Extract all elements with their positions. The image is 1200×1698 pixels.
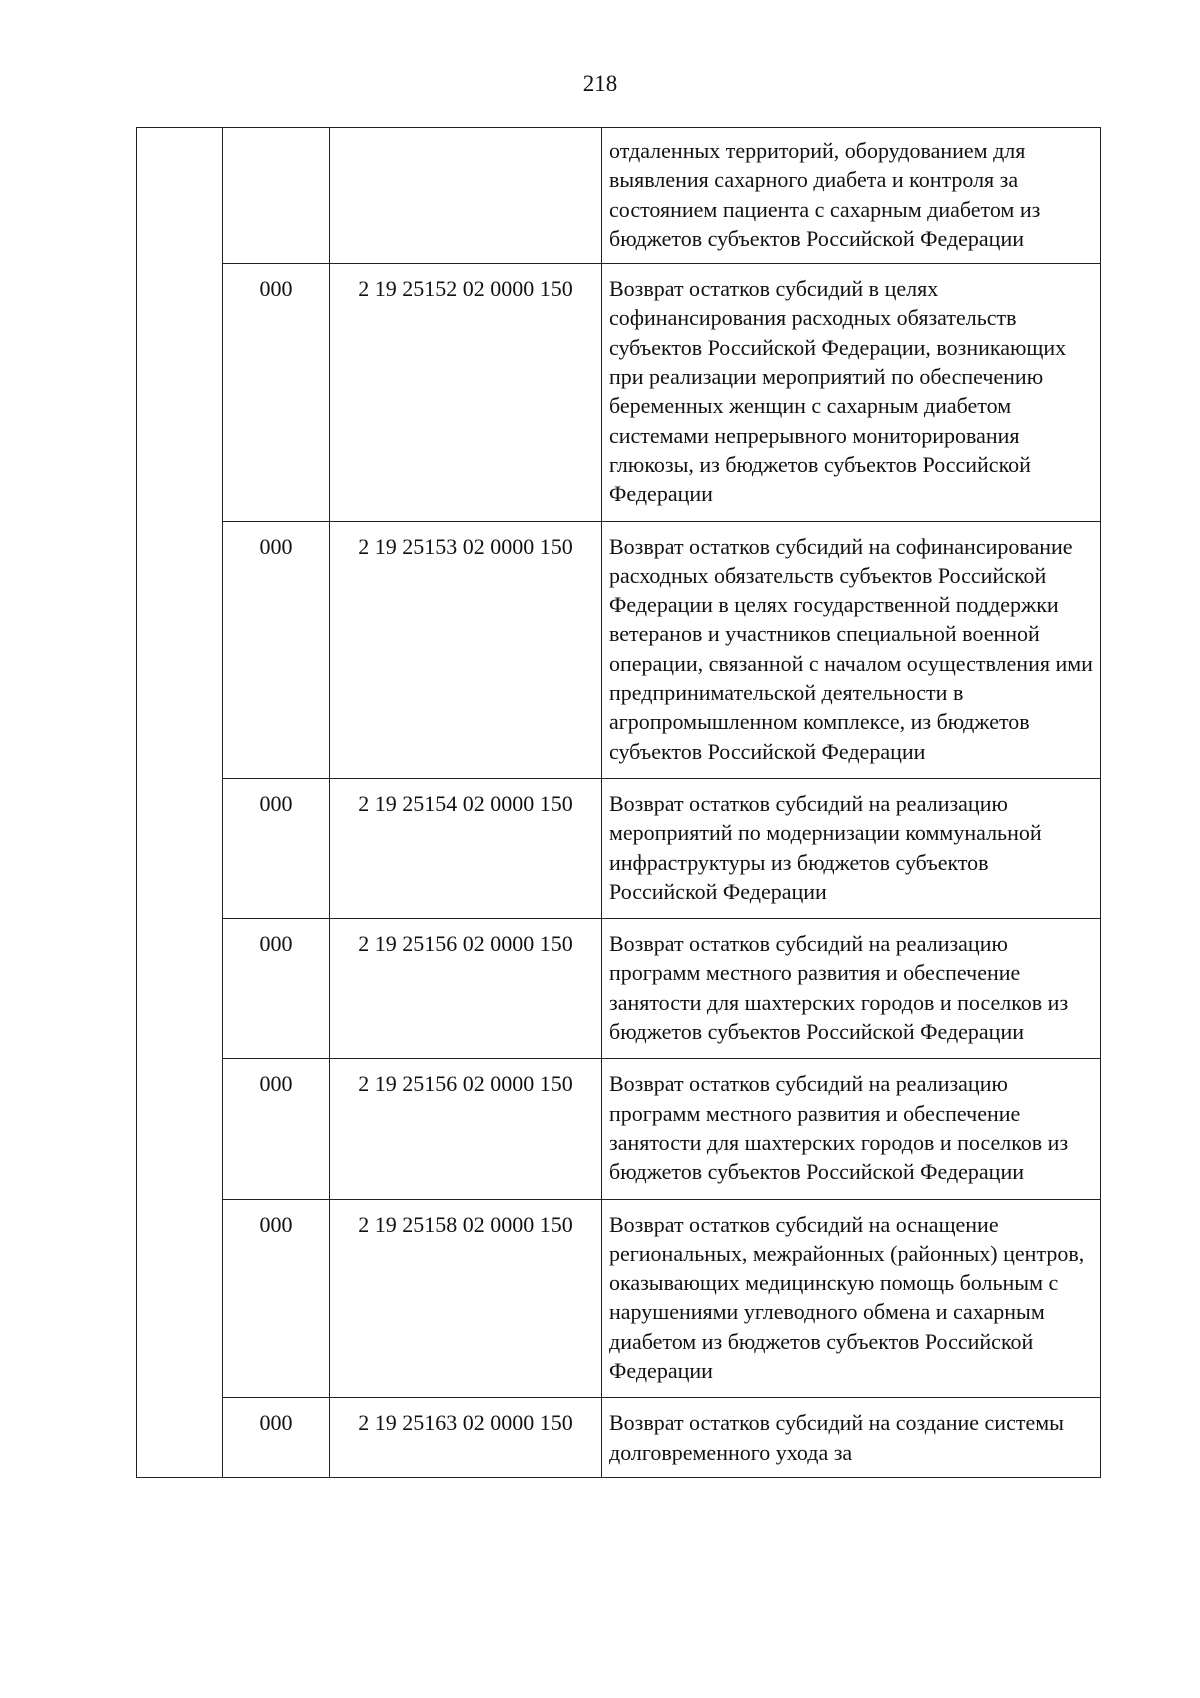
admin-code-cell: 000 <box>223 919 330 1059</box>
budget-code-cell: 2 19 25154 02 0000 150 <box>330 778 602 918</box>
budget-code-cell: 2 19 25163 02 0000 150 <box>330 1398 602 1478</box>
admin-code-cell: 000 <box>223 1059 330 1199</box>
income-name-cell: Возврат остатков субсидий на реализацию программ местного развития и обеспечение занятости для шахтерских городов и поселков из бюджетов субъектов Российской Федерации <box>602 1059 1101 1199</box>
income-name-cell: Возврат остатков субсидий на реализацию мероприятий по модернизации коммунальной инфраструктуры из бюджетов субъектов Российской Федерации <box>602 778 1101 918</box>
table-row <box>137 128 1101 264</box>
table-row <box>137 264 1101 521</box>
budget-code-cell: 2 19 25152 02 0000 150 <box>330 264 602 521</box>
budget-code-cell: 2 19 25158 02 0000 150 <box>330 1199 602 1398</box>
income-name-cell: отдаленных территорий, оборудованием для выявления сахарного диабета и контроля за состоянием пациента с сахарным диабетом из бюджетов субъектов Российской Федерации <box>602 128 1101 264</box>
admin-code-cell: 000 <box>223 1199 330 1398</box>
admin-code-cell: 000 <box>223 264 330 521</box>
income-name-cell: Возврат остатков субсидий в целях софинансирования расходных обязательств субъектов Российской Федерации, возникающих при реализации мероприятий по обеспечению беременных женщин с сахарным диабетом системами непрерывного мониторирования глюкозы, из бюджетов субъектов Российской Федерации <box>602 264 1101 521</box>
budget-code-cell: 2 19 25156 02 0000 150 <box>330 1059 602 1199</box>
income-name-cell: Возврат остатков субсидий на софинансирование расходных обязательств субъектов Российской Федерации в целях государственной поддержки ветеранов и участников специальной военной операции, связанной с началом осуществления ими предпринимательской деятельности в агропромышленном комплексе, из бюджетов субъектов Российской Федерации <box>602 521 1101 778</box>
table-row <box>137 1199 1101 1398</box>
income-name-cell: Возврат остатков субсидий на создание системы долговременного ухода за <box>602 1398 1101 1478</box>
admin-code-cell: 000 <box>223 1398 330 1478</box>
income-name-cell: Возврат остатков субсидий на реализацию программ местного развития и обеспечение занятости для шахтерских городов и поселков из бюджетов субъектов Российской Федерации <box>602 919 1101 1059</box>
table-row <box>137 1059 1101 1199</box>
section-number-cell <box>137 128 223 1478</box>
table-row <box>137 521 1101 778</box>
page-number: 218 <box>582 71 618 96</box>
income-name-cell: Возврат остатков субсидий на оснащение региональных, межрайонных (районных) центров, оказывающих медицинскую помощь больным с нарушениями углеводного обмена и сахарным диабетом из бюджетов субъектов Российской Федерации <box>602 1199 1101 1398</box>
budget-code-cell: 2 19 25153 02 0000 150 <box>330 521 602 778</box>
budget-code-table <box>136 127 1101 1478</box>
admin-code-cell: 000 <box>223 521 330 778</box>
budget-code-cell <box>330 128 602 264</box>
table-row <box>137 778 1101 918</box>
table-row <box>137 1398 1101 1478</box>
table-row <box>137 919 1101 1059</box>
admin-code-cell: 000 <box>223 778 330 918</box>
budget-code-cell: 2 19 25156 02 0000 150 <box>330 919 602 1059</box>
admin-code-cell <box>223 128 330 264</box>
